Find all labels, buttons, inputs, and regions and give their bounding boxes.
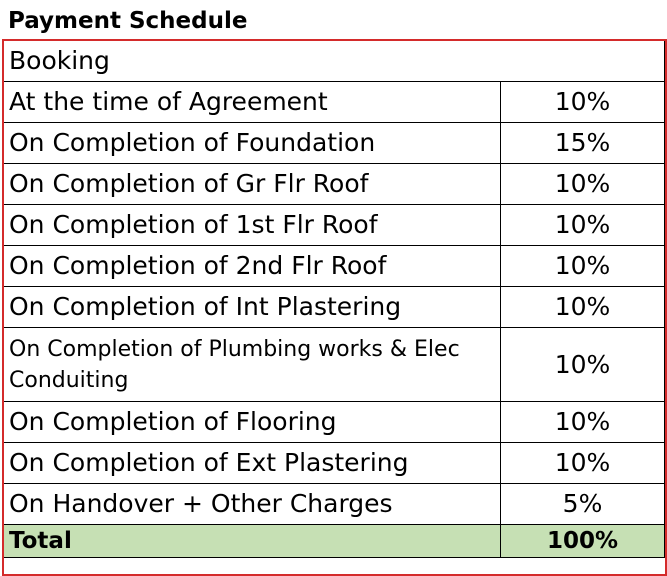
table-row [4,287,665,328]
table-row [4,484,665,525]
table-row [4,164,665,205]
stage-cell: On Completion of 2nd Flr Roof [4,246,501,287]
percent-cell: 10% [501,402,665,443]
table-row [4,443,665,484]
total-row [4,525,665,558]
table-row [4,82,665,123]
table-row [4,328,665,402]
total-percent: 100% [501,525,665,558]
booking-label: Booking [4,41,665,82]
percent-cell: 5% [501,484,665,525]
total-label: Total [4,525,501,558]
stage-cell: On Completion of Foundation [4,123,501,164]
stage-cell: On Completion of Gr Flr Roof [4,164,501,205]
payment-schedule-table [3,40,665,558]
table-row [4,205,665,246]
stage-cell: On Completion of Flooring [4,402,501,443]
percent-cell: 10% [501,443,665,484]
table-row [4,123,665,164]
percent-cell: 10% [501,164,665,205]
table-row [4,246,665,287]
stage-cell: At the time of Agreement [4,82,501,123]
percent-cell: 10% [501,287,665,328]
table-row [4,402,665,443]
percent-cell: 15% [501,123,665,164]
percent-cell: 10% [501,205,665,246]
stage-cell: On Handover + Other Charges [4,484,501,525]
percent-cell: 10% [501,82,665,123]
booking-row [4,41,665,82]
percent-cell: 10% [501,246,665,287]
stage-cell: On Completion of 1st Flr Roof [4,205,501,246]
stage-cell: On Completion of Ext Plastering [4,443,501,484]
percent-cell: 10% [501,328,665,402]
page-title: Payment Schedule [8,8,248,34]
stage-cell: On Completion of Plumbing works & Elec Conduiting [4,328,501,402]
stage-cell: On Completion of Int Plastering [4,287,501,328]
